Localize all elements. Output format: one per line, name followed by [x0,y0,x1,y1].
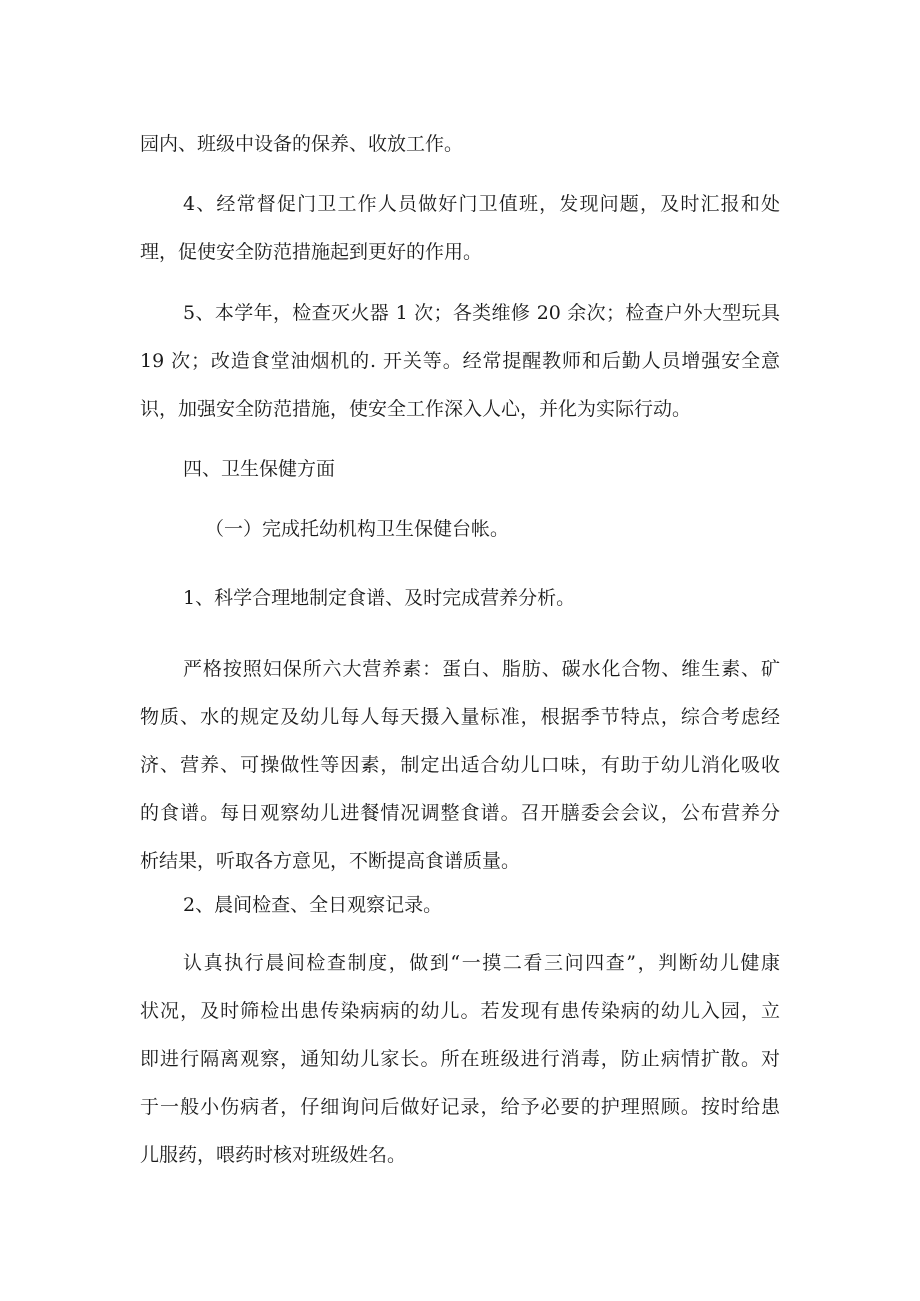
text-line: 19 次；改造食堂油烟机的. 开关等。经常提醒教师和后勤人员增强安全意 [140,350,780,372]
text-line: 的食谱。每日观察幼儿进餐情况调整食谱。召开膳委会会议，公布营养分 [140,802,780,824]
section-heading: 四、卫生保健方面 [183,458,336,480]
text-line: 状况，及时筛检出患传染病病的幼儿。若发现有患传染病的幼儿入园，立 [140,1000,780,1022]
text-line: 析结果，听取各方意见，不断提高食谱质量。 [140,850,521,872]
text-line: 2、晨间检查、全日观察记录。 [183,894,443,916]
text-line: 严格按照妇保所六大营养素：蛋白、脂肪、碳水化合物、维生素、矿 [183,658,780,680]
text-line: 1、科学合理地制定食谱、及时完成营养分析。 [183,587,576,609]
text-line: 园内、班级中设备的保养、收放工作。 [140,133,464,155]
text-line: 识，加强安全防范措施，使安全工作深入人心，并化为实际行动。 [140,398,692,420]
text-line: 认真执行晨间检查制度，做到“一摸二看三问四查”，判断幼儿健康 [183,952,780,974]
text-line: 济、营养、可操做性等因素，制定出适合幼儿口味，有助于幼儿消化吸收 [140,754,780,776]
text-line: 4、经常督促门卫工作人员做好门卫值班，发现问题，及时汇报和处 [183,193,780,215]
text-line: 于一般小伤病者，仔细询问后做好记录，给予必要的护理照顾。按时给患 [140,1096,780,1118]
text-line: 即进行隔离观察，通知幼儿家长。所在班级进行消毒，防止病情扩散。对 [140,1048,780,1070]
text-line: 理，促使安全防范措施起到更好的作用。 [140,241,483,263]
text-line: 物质、水的规定及幼儿每人每天摄入量标准，根据季节特点，综合考虑经 [140,706,780,728]
subsection-heading: （一）完成托幼机构卫生保健台帐。 [205,518,510,540]
text-line: 5、本学年，检查灭火器 1 次；各类维修 20 余次；检查户外大型玩具 [183,302,780,324]
text-line: 儿服药，喂药时核对班级姓名。 [140,1144,407,1166]
